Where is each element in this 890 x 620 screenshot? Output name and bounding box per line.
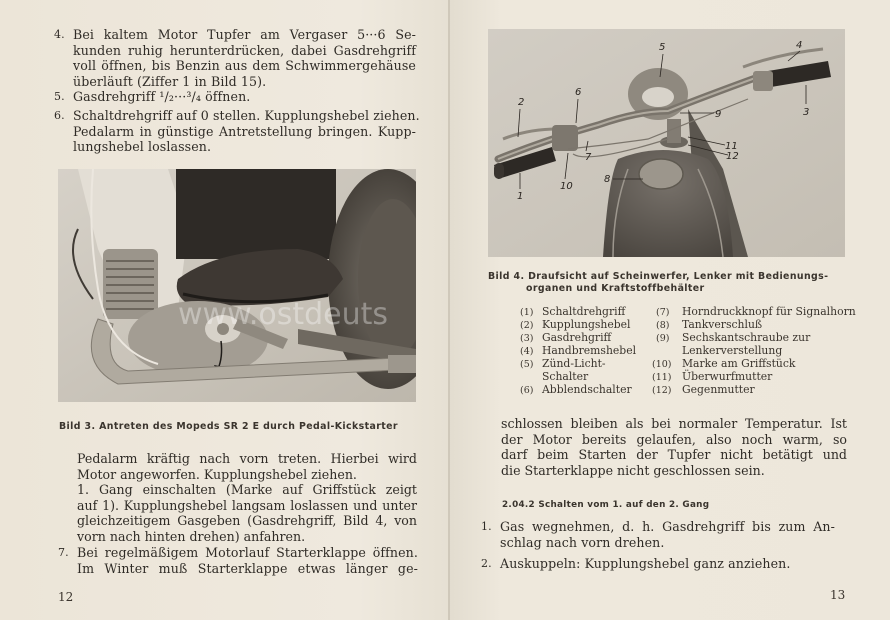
text-line: Gas wegnehmen, d. h. Gasdrehgriff bis zum An- <box>500 519 835 534</box>
step-number: 5. <box>54 90 65 103</box>
text-line: vorn nach hinten drehen) anfahren. <box>77 528 306 544</box>
step-number: 2. <box>481 557 492 570</box>
figure-3-caption: Bild 3. Antreten des Mopeds SR 2 E durch Pedal-Kickstarter <box>59 421 398 432</box>
svg-text:5: 5 <box>659 42 666 53</box>
text-line: auf 1). Kupplungshebel langsam loslassen und unter <box>77 497 417 513</box>
legend-label: Sechskantschraube zur <box>682 331 811 344</box>
continuation-paragraph <box>77 451 417 545</box>
legend-label: Gegenmutter <box>682 383 755 396</box>
text-line: darf beim Starten der Tupfer nicht betätigt und <box>501 447 847 463</box>
page-number-left: 12 <box>58 590 74 604</box>
watermark-text: www.ostdeuts <box>178 297 389 332</box>
legend-number: (1) <box>520 307 534 318</box>
svg-text:4: 4 <box>796 40 803 51</box>
text-line: Schaltdrehgriff auf 0 stellen. Kupplungshebel ziehen. <box>73 108 420 123</box>
svg-text:2: 2 <box>518 97 525 108</box>
legend-label: Lenkerverstellung <box>682 344 783 357</box>
svg-text:1: 1 <box>517 191 524 202</box>
text-line: der Motor bereits gelaufen, also noch warm, so <box>501 431 847 447</box>
legend-label: Marke am Griffstück <box>682 357 796 370</box>
figure-4-caption-line1: Bild 4. Draufsicht auf Scheinwerfer, Lenker mit Bedienungs- <box>488 271 829 282</box>
text-line: voll öffnen, bis Benzin aus dem Schwimmergehäuse <box>73 58 416 74</box>
text-line: kunden ruhig herunterdrücken, dabei Gasdrehgriff <box>73 42 416 58</box>
step-number: 4. <box>54 28 65 41</box>
text-line: gleichzeitigem Gasgeben (Gasdrehgriff, Bild 4, von <box>77 513 417 529</box>
legend-label: Gasdrehgriff <box>542 331 612 344</box>
text-line: Pedalarm in günstige Antretstellung bringen. Kupp- <box>73 123 416 139</box>
section-heading: 2.04.2 Schalten vom 1. auf den 2. Gang <box>502 500 710 510</box>
text-line: Gasdrehgriff ¹/₂···³/₄ öffnen. <box>73 89 251 104</box>
legend-label: Zünd-Licht- <box>542 357 606 370</box>
svg-text:12: 12 <box>726 151 739 162</box>
legend-number: (2) <box>520 320 534 331</box>
text-line: Im Winter muß Starterklappe etwas länger ge- <box>77 560 418 576</box>
page-number-right: 13 <box>830 588 846 602</box>
text-line: schlag nach vorn drehen. <box>500 534 665 550</box>
figure-4-photo <box>488 29 845 257</box>
text-line: 1. Gang einschalten (Marke auf Griffstück zeigt <box>77 482 417 498</box>
text-line: Pedalarm kräftig nach vorn treten. Hierbei wird <box>77 451 417 466</box>
svg-text:3: 3 <box>803 107 810 118</box>
svg-text:10: 10 <box>560 181 573 192</box>
legend-label: Abblendschalter <box>542 383 632 396</box>
legend-label: Tankverschluß <box>682 318 763 331</box>
legend-number: (6) <box>520 385 534 396</box>
text-line: schlossen bleiben als bei normaler Temperatur. Ist <box>501 416 847 431</box>
legend-number: (8) <box>656 320 670 331</box>
text-line: Auskuppeln: Kupplungshebel ganz anziehen. <box>500 556 791 571</box>
svg-text:7: 7 <box>585 152 592 163</box>
legend-number: (10) <box>652 359 672 370</box>
figure-4-caption-line2: organen und Kraftstoffbehälter <box>526 283 705 294</box>
step-number: 6. <box>54 109 65 122</box>
legend-label: Schaltdrehgriff <box>542 305 626 318</box>
legend-number: (12) <box>652 385 672 396</box>
text-line: Bei kaltem Motor Tupfer am Vergaser 5···6 Se- <box>73 27 416 42</box>
legend-label: Schalter <box>542 370 589 383</box>
legend-label: Kupplungshebel <box>542 318 631 331</box>
text-line: Bei regelmäßigem Motorlauf Starterklappe öffnen. <box>77 545 418 560</box>
text-line: die Starterklappe nicht geschlossen sein. <box>501 462 765 478</box>
svg-text:9: 9 <box>715 109 722 120</box>
legend-number: (4) <box>520 346 534 357</box>
svg-text:11: 11 <box>725 141 738 152</box>
figure-4-legend-left <box>520 305 670 395</box>
book-gutter <box>448 0 450 620</box>
legend-number: (11) <box>652 372 672 383</box>
text-line: überläuft (Ziffer 1 in Bild 15). <box>73 73 267 89</box>
legend-label: Handbremshebel <box>542 344 637 357</box>
step-number: 7. <box>58 546 69 559</box>
step-number: 1. <box>481 520 492 533</box>
figure-3-photo <box>58 169 416 402</box>
legend-number: (5) <box>520 359 534 370</box>
text-line: lungshebel loslassen. <box>73 139 212 155</box>
text-line: Motor angeworfen. Kupplungshebel ziehen. <box>77 466 357 482</box>
legend-label: Überwurfmutter <box>682 370 773 383</box>
continued-paragraph <box>501 416 847 478</box>
figure-4-legend-right <box>652 305 862 395</box>
right-page <box>448 0 890 620</box>
legend-number: (3) <box>520 333 534 344</box>
legend-label: Horndruckknopf für Signalhorn <box>682 305 856 318</box>
svg-text:8: 8 <box>604 174 611 185</box>
legend-number: (7) <box>656 307 670 318</box>
svg-text:6: 6 <box>575 87 582 98</box>
legend-number: (9) <box>656 333 670 344</box>
